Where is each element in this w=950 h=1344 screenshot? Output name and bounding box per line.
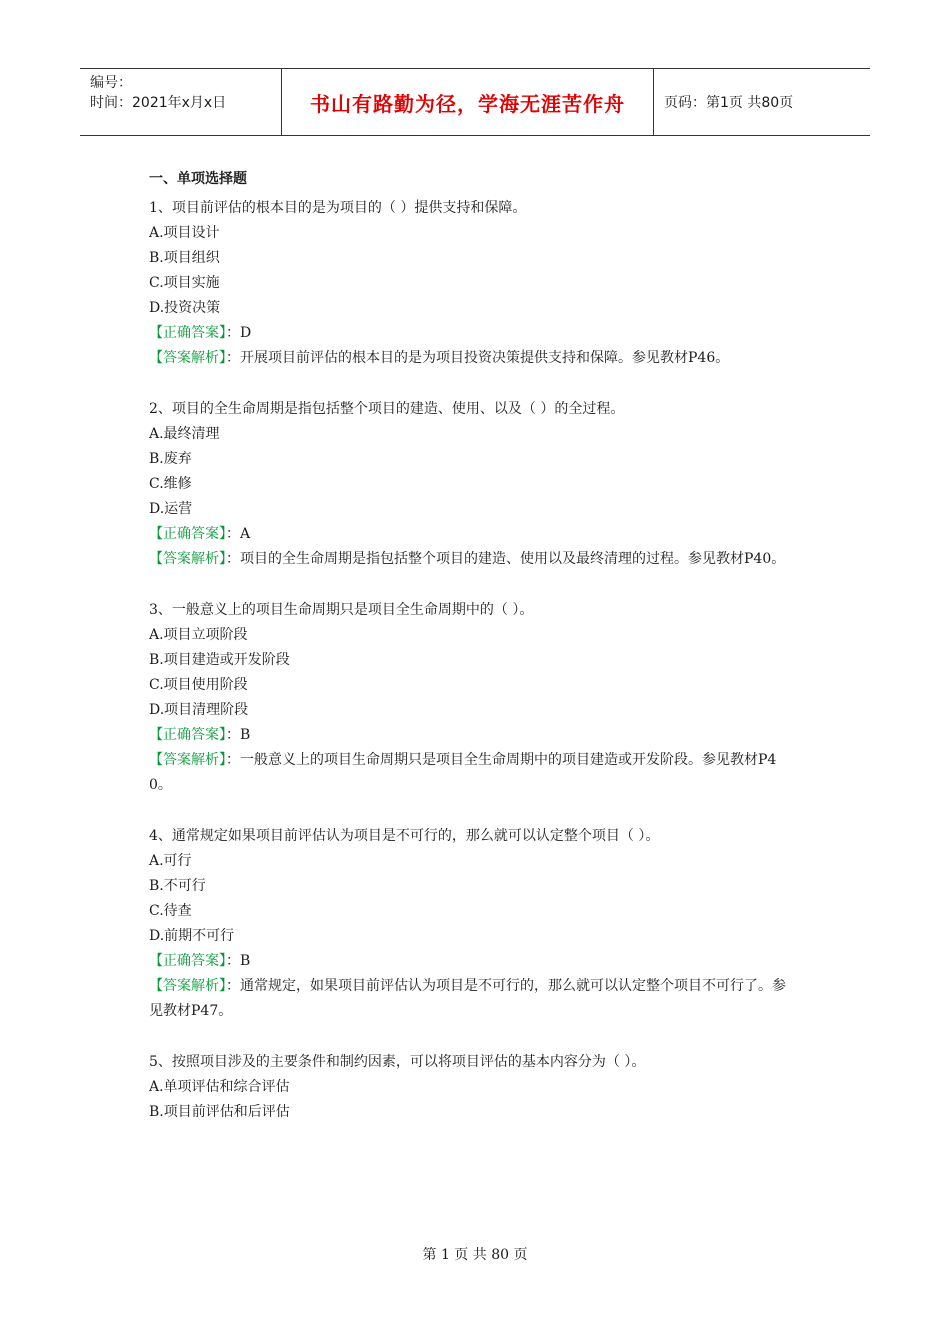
answer-value: ：A [226,526,251,542]
question-stem: 4、通常规定如果项目前评估认为项目是不可行的，那么就可以认定整个项目（ ）。 [149,828,660,844]
explanation-line [149,346,794,371]
explain-tag: 【答案解析】 [149,978,226,994]
question-item [149,196,799,371]
explanation-line [149,748,794,798]
answer-value: ：B [226,727,251,743]
question-stem: 2、项目的全生命周期是指包括整个项目的建造、使用、以及（ ）的全过程。 [149,401,625,417]
explain-tag: 【答案解析】 [149,551,226,567]
option: C.待查 [149,903,192,919]
header-motto: 书山有路勤为径，学海无涯苦作舟 [282,69,654,135]
header-page-info: 页码：第1页 共80页 [664,95,794,111]
page-footer: 第 1 页 共 80 页 [422,1247,528,1263]
answer-line [149,949,799,974]
option: C.维修 [149,476,192,492]
answer-tag: 【正确答案】 [149,325,226,341]
option: A.最终清理 [149,426,220,442]
explanation-text: ：项目的全生命周期是指包括整个项目的建造、使用以及最终清理的过程。参见教材P40。 [226,551,786,567]
option: A.项目设计 [149,225,220,241]
question-item [149,824,799,1024]
answer-line [149,321,799,346]
time-label: 时间：2021年x月x日 [90,95,227,111]
question-stem: 1、项目前评估的根本目的是为项目的（ ）提供支持和保障。 [149,200,527,216]
explain-tag: 【答案解析】 [149,752,226,768]
question-stem: 5、按照项目涉及的主要条件和制约因素，可以将项目评估的基本内容分为（ ）。 [149,1054,646,1070]
section-title: 一、单项选择题 [149,171,247,187]
document-header [80,68,870,136]
number-label: 编号： [90,75,132,91]
option: D.前期不可行 [149,928,235,944]
explanation-line [149,547,794,572]
explanation-text: ：一般意义上的项目生命周期只是项目全生命周期中的项目建造或开发阶段。参见教材P40。 [149,752,777,793]
option: D.运营 [149,501,193,517]
explanation-text: ：开展项目前评估的根本目的是为项目投资决策提供支持和保障。参见教材P46。 [226,350,730,366]
answer-line [149,522,799,547]
document-body [149,166,799,1151]
answer-line [149,723,799,748]
option: B.废弃 [149,451,192,467]
question-stem: 3、一般意义上的项目生命周期只是项目全生命周期中的（ ）。 [149,602,534,618]
answer-tag: 【正确答案】 [149,526,226,542]
option: B.项目建造或开发阶段 [149,652,290,668]
explanation-line [149,974,794,1024]
option: C.项目实施 [149,275,220,291]
option: D.投资决策 [149,300,221,316]
answer-tag: 【正确答案】 [149,953,226,969]
option: A.项目立项阶段 [149,627,248,643]
answer-value: ：B [226,953,251,969]
option: A.单项评估和综合评估 [149,1079,290,1095]
answer-value: ：D [226,325,252,341]
option: B.不可行 [149,878,206,894]
option: A.可行 [149,853,192,869]
option: B.项目组织 [149,250,220,266]
explain-tag: 【答案解析】 [149,350,226,366]
question-item [149,598,799,798]
option: C.项目使用阶段 [149,677,248,693]
question-item [149,1050,799,1125]
header-info-cell [80,69,282,135]
option: D.项目清理阶段 [149,702,249,718]
question-item [149,397,799,572]
explanation-text: ：通常规定，如果项目前评估认为项目是不可行的，那么就可以认定整个项目不可行了。参见教材P47。 [149,978,786,1019]
answer-tag: 【正确答案】 [149,727,226,743]
option: B.项目前评估和后评估 [149,1104,290,1120]
